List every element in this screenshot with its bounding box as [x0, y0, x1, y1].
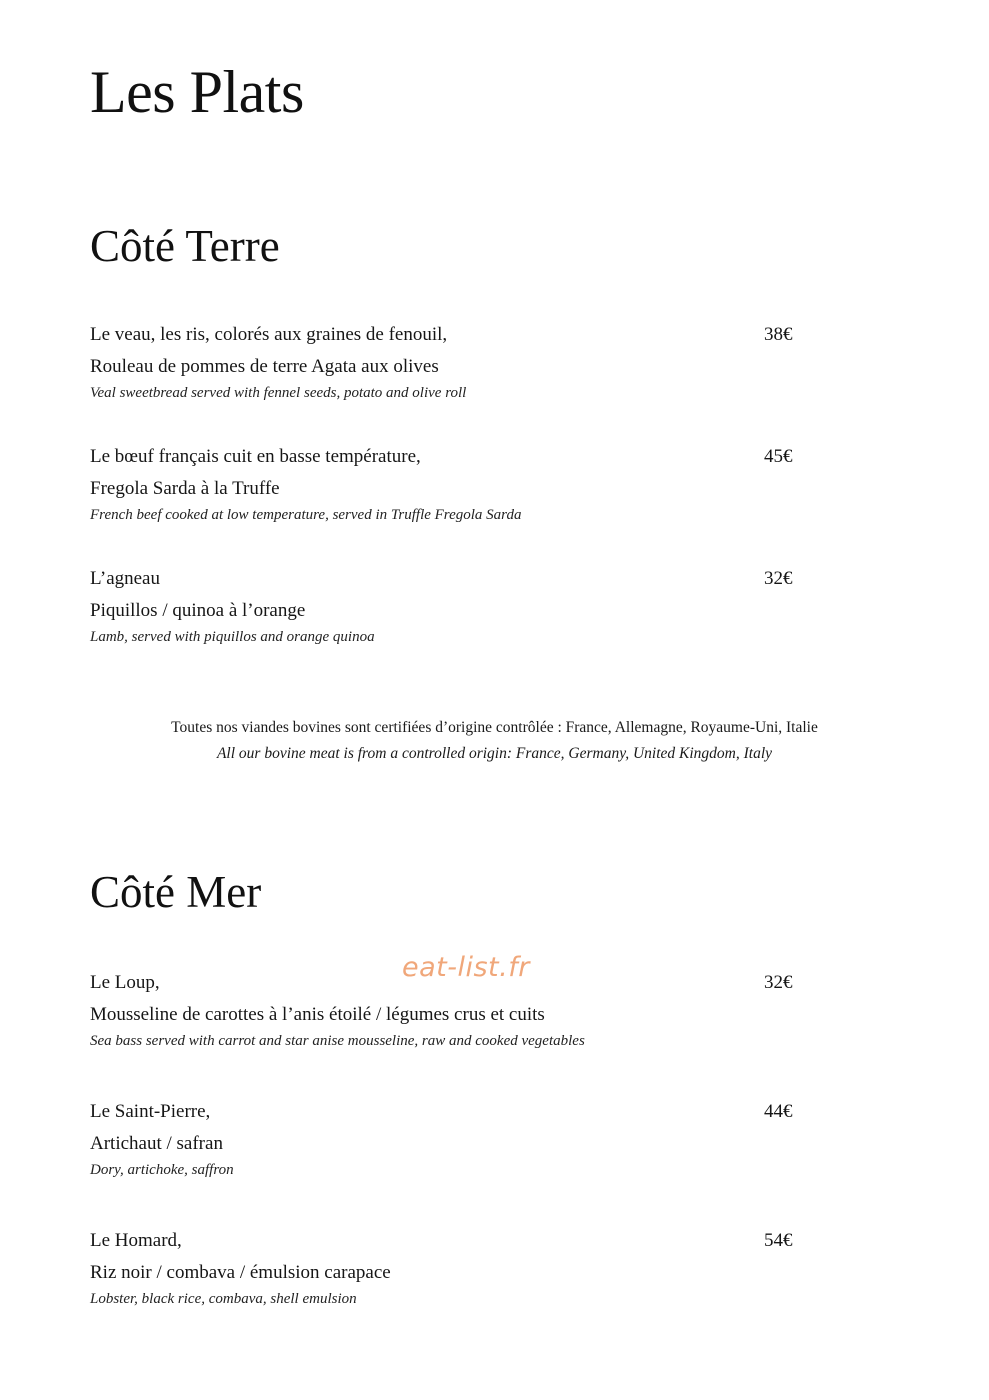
menu-item-loup: [90, 972, 810, 1050]
dish-english: Dory, artichoke, saffron: [90, 1162, 234, 1178]
dish-name: Le Homard,: [90, 1230, 182, 1251]
menu-item-saint-pierre: [90, 1101, 810, 1179]
section-heading-mer: Côté Mer: [90, 867, 262, 917]
dish-english: Sea bass served with carrot and star anise mousseline, raw and cooked vegetables: [90, 1033, 585, 1049]
dish-price: 32€: [764, 972, 793, 993]
dish-english: Veal sweetbread served with fennel seeds, potato and olive roll: [90, 385, 467, 401]
dish-price: 38€: [764, 324, 793, 345]
menu-item-boeuf: [90, 446, 810, 524]
menu-item-agneau: [90, 568, 810, 646]
dish-detail: Fregola Sarda à la Truffe: [90, 478, 280, 499]
dish-detail: Riz noir / combava / émulsion carapace: [90, 1262, 391, 1283]
menu-item-homard: [90, 1230, 810, 1308]
dish-english: French beef cooked at low temperature, served in Truffle Fregola Sarda: [90, 507, 522, 523]
dish-price: 54€: [764, 1230, 793, 1251]
dish-name: Le Loup,: [90, 972, 160, 993]
watermark: eat-list.fr: [402, 952, 530, 983]
dish-price: 44€: [764, 1101, 793, 1122]
dish-price: 45€: [764, 446, 793, 467]
dish-name: Le Saint-Pierre,: [90, 1101, 211, 1122]
dish-english: Lobster, black rice, combava, shell emulsion: [90, 1291, 357, 1307]
page-title: Les Plats: [90, 59, 304, 125]
meat-origin-note-en: All our bovine meat is from a controlled origin: France, Germany, United Kingdom, Italy: [216, 745, 773, 762]
dish-name: Le veau, les ris, colorés aux graines de fenouil,: [90, 324, 448, 345]
dish-detail: Artichaut / safran: [90, 1133, 223, 1154]
dish-name: L’agneau: [90, 568, 160, 589]
meat-origin-note-fr: Toutes nos viandes bovines sont certifiées d’origine contrôlée : France, Allemagne, Royaume-Uni, Italie: [171, 719, 818, 736]
dish-name: Le bœuf français cuit en basse température,: [90, 446, 421, 467]
dish-detail: Mousseline de carottes à l’anis étoilé / légumes crus et cuits: [90, 1004, 545, 1025]
dish-detail: Piquillos / quinoa à l’orange: [90, 600, 306, 621]
menu-item-veau: [90, 324, 810, 402]
section-heading-terre: Côté Terre: [90, 221, 280, 271]
dish-price: 32€: [764, 568, 793, 589]
dish-english: Lamb, served with piquillos and orange quinoa: [90, 629, 375, 645]
dish-detail: Rouleau de pommes de terre Agata aux olives: [90, 356, 439, 377]
